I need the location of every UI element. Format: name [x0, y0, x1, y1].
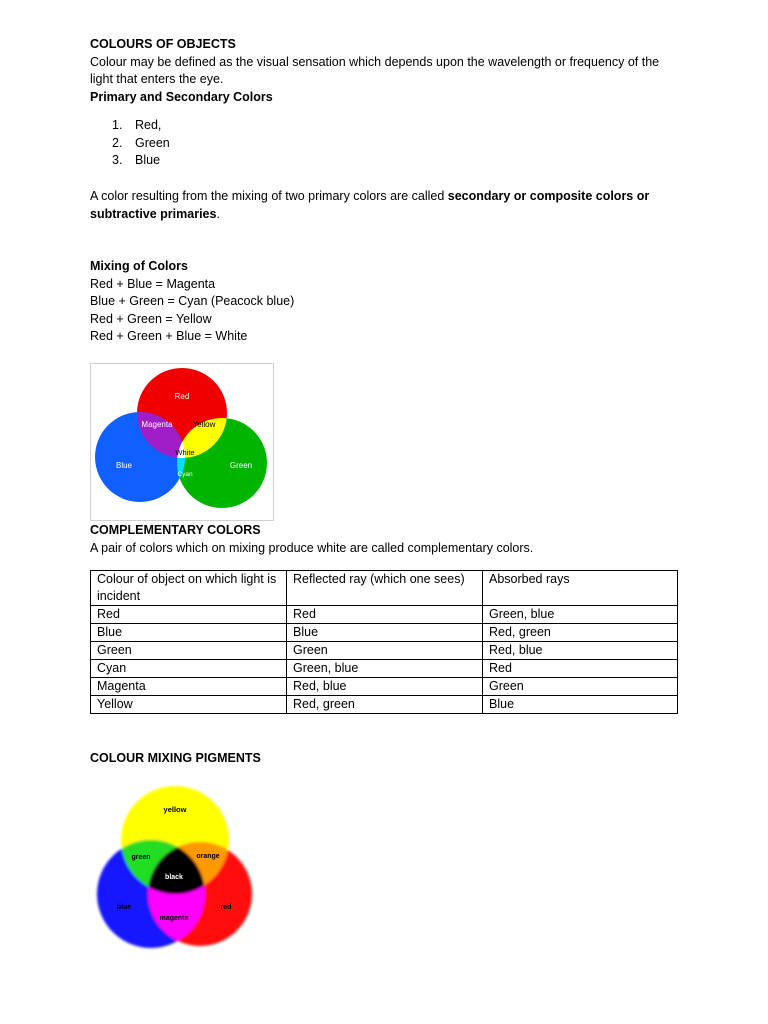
complementary-table: [90, 570, 678, 714]
table-cell: Green: [287, 642, 483, 660]
complementary-heading: COMPLEMENTARY COLORS: [90, 523, 261, 537]
complementary-description: A pair of colors which on mixing produce white are called complementary colors.: [90, 540, 534, 555]
mixing-line: Red + Green = Yellow: [90, 311, 212, 326]
label-cyan: Cyan: [177, 471, 193, 478]
table-cell: Red, green: [483, 624, 678, 642]
table-cell: Red: [91, 606, 287, 624]
list-number: 3.: [112, 153, 123, 168]
sentence-bold-text: secondary or composite colors or subtractive primaries: [90, 189, 650, 221]
sentence-text: A color resulting from the mixing of two primary colors are called: [90, 189, 448, 203]
mixing-heading: Mixing of Colors: [90, 259, 188, 273]
table-row: [91, 696, 678, 714]
table-cell: Red: [287, 606, 483, 624]
table-cell: Blue: [483, 696, 678, 714]
table-header: Reflected ray (which one sees): [287, 571, 483, 606]
label-green: Green: [229, 461, 253, 470]
label-red: Red: [174, 392, 190, 401]
mixing-line: Red + Blue = Magenta: [90, 276, 216, 291]
primary-secondary-heading: Primary and Secondary Colors: [90, 89, 273, 104]
table-cell: Red, green: [287, 696, 483, 714]
table-header: Colour of object on which light is incident: [91, 571, 287, 606]
primary-colors-list: [90, 117, 680, 170]
label-yellow: yellow: [163, 805, 187, 814]
table-row: [91, 678, 678, 696]
label-white: White: [175, 448, 195, 457]
mixing-line: Blue + Green = Cyan (Peacock blue): [90, 294, 295, 309]
page-title: COLOURS OF OBJECTS: [90, 37, 236, 51]
table-cell: Red: [483, 660, 678, 678]
table-cell: Green: [483, 678, 678, 696]
label-yellow: Yellow: [192, 420, 216, 429]
label-red: red: [220, 904, 232, 911]
mixing-line: Red + Green + Blue = White: [90, 329, 248, 344]
label-black: black: [165, 874, 183, 881]
table-cell: Green: [91, 642, 287, 660]
label-orange: orange: [196, 853, 220, 860]
label-magenta: magenta: [159, 915, 189, 922]
colour-definition: Colour may be defined as the visual sensation which depends upon the wavelength or frequency of the light that enters the eye.: [90, 54, 660, 87]
table-cell: Blue: [287, 624, 483, 642]
table-header: Absorbed rays: [483, 571, 678, 606]
table-cell: Red, blue: [483, 642, 678, 660]
list-item: [90, 117, 680, 135]
label-magenta: Magenta: [141, 420, 173, 429]
list-number: 2.: [112, 135, 123, 150]
additive-color-diagram: [90, 363, 274, 521]
table-row: [91, 660, 678, 678]
table-header-row: [91, 571, 678, 606]
sentence-end: .: [216, 206, 220, 221]
label-blue: blue: [116, 904, 132, 911]
table-cell: Magenta: [91, 678, 287, 696]
table-row: [91, 642, 678, 660]
table-cell: Yellow: [91, 696, 287, 714]
table-cell: Red, blue: [287, 678, 483, 696]
table-row: [91, 606, 678, 624]
label-blue: Blue: [115, 461, 133, 470]
list-item-text: Red,: [135, 118, 162, 132]
complementary-section: [90, 522, 680, 557]
list-item: [90, 152, 680, 170]
table-cell: Blue: [91, 624, 287, 642]
mixing-section: [90, 258, 680, 346]
list-number: 1.: [112, 118, 123, 132]
table-cell: Cyan: [91, 660, 287, 678]
secondary-colors-sentence: [90, 188, 680, 223]
table-row: [91, 624, 678, 642]
pigment-color-diagram: [94, 780, 258, 956]
table-cell: Green, blue: [287, 660, 483, 678]
list-item-text: Green: [135, 135, 170, 150]
list-item: [90, 135, 680, 153]
pigments-heading: COLOUR MIXING PIGMENTS: [90, 751, 261, 765]
table-cell: Green, blue: [483, 606, 678, 624]
label-green: green: [131, 854, 151, 861]
list-item-text: Blue: [135, 153, 161, 168]
intro-section: [90, 36, 680, 106]
